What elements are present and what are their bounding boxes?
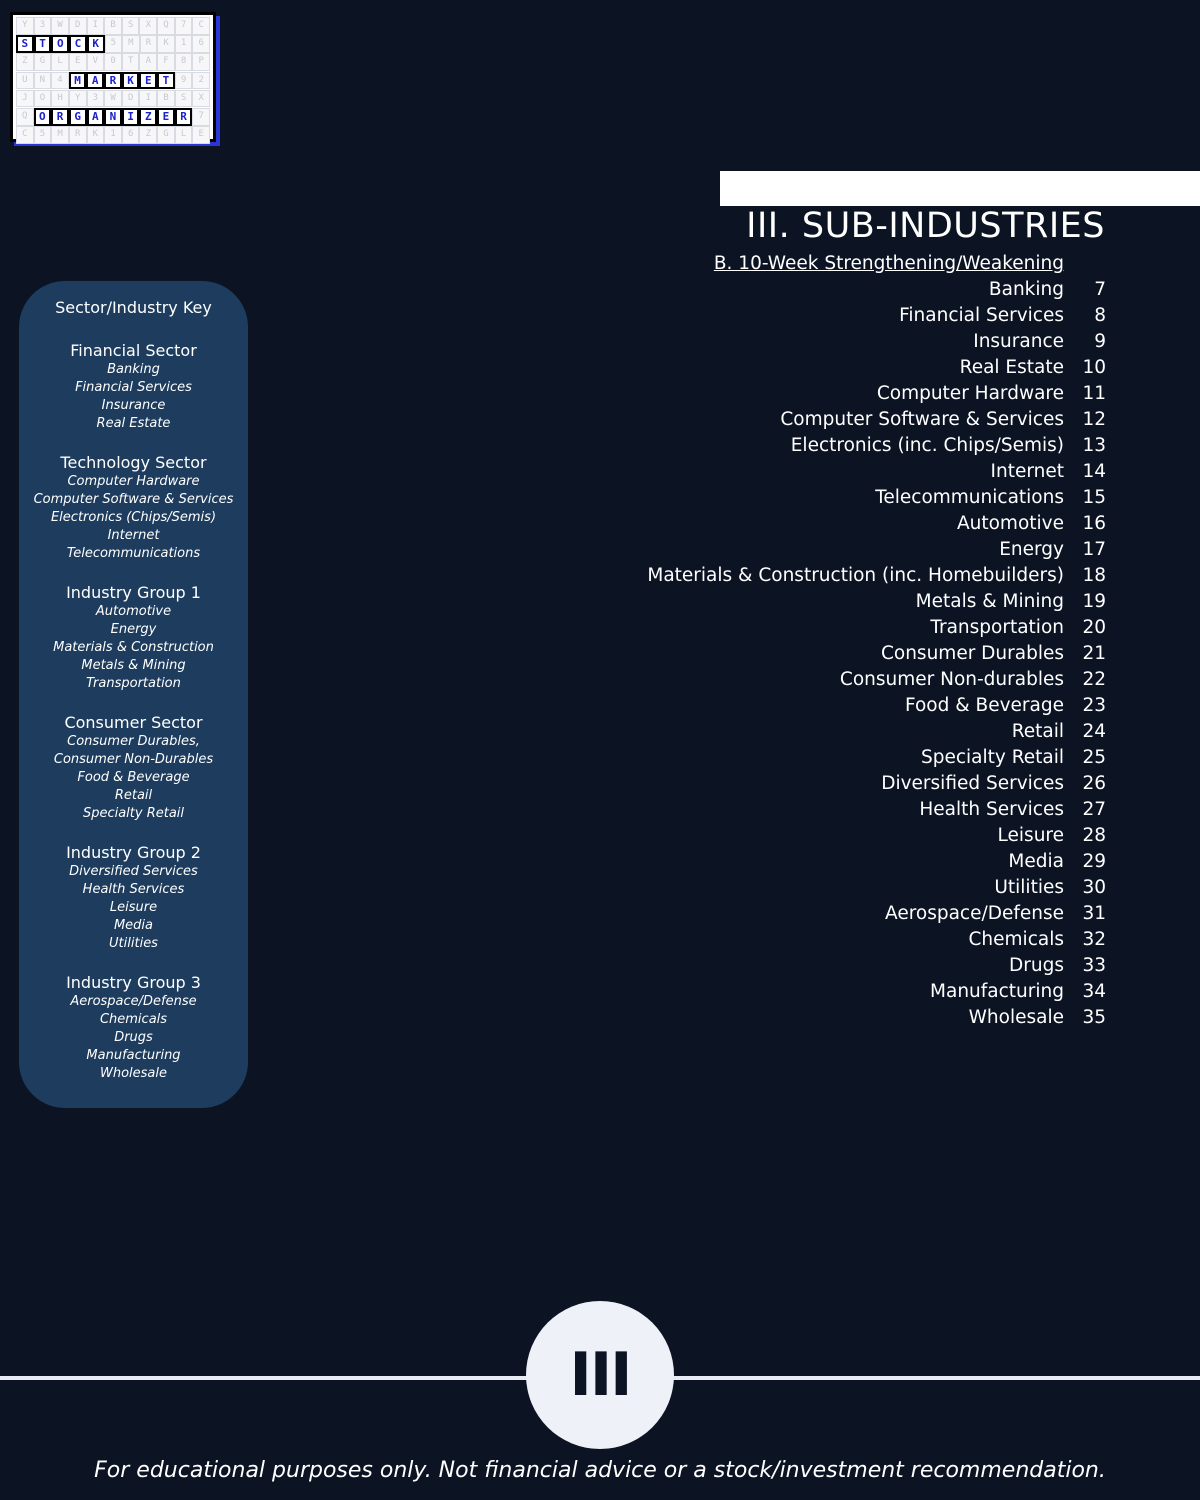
logo-letter-cell: N [104, 108, 122, 126]
toc-item-label[interactable]: Real Estate [959, 357, 1064, 378]
toc-item-label[interactable]: Transportation [930, 617, 1064, 638]
toc-item-label[interactable]: Banking [988, 279, 1064, 300]
logo-row [16, 53, 210, 71]
logo-filler-cell: Y [16, 17, 34, 35]
toc-item-page: 12 [1082, 409, 1106, 430]
key-group-item: Transportation [86, 676, 181, 691]
toc-item-page: 28 [1082, 825, 1106, 846]
toc-row[interactable] [486, 459, 1106, 485]
toc-item-label[interactable]: Drugs [1009, 955, 1064, 976]
key-title: Sector/Industry Key [55, 298, 212, 317]
key-group-item: Real Estate [96, 416, 171, 431]
key-group-title: Technology Sector [60, 453, 207, 472]
toc-item-label[interactable]: Food & Beverage [904, 695, 1064, 716]
toc-row[interactable] [486, 927, 1106, 953]
toc-row[interactable] [486, 693, 1106, 719]
key-group-title: Industry Group 2 [66, 843, 201, 862]
toc-item-label[interactable]: Aerospace/Defense [884, 903, 1064, 924]
logo-filler-cell: 7 [175, 17, 193, 35]
key-group-title: Financial Sector [70, 341, 197, 360]
key-group-item: Energy [110, 622, 157, 637]
toc-item-label[interactable]: Utilities [994, 877, 1064, 898]
logo-filler-cell: D [69, 17, 87, 35]
toc-item-page: 7 [1094, 279, 1106, 300]
toc-row[interactable] [486, 303, 1106, 329]
key-group-item: Banking [107, 362, 160, 377]
logo-filler-cell: U [16, 72, 34, 90]
logo-filler-cell: N [34, 72, 52, 90]
logo-letter-cell: S [16, 35, 34, 53]
logo-filler-cell: S [122, 17, 140, 35]
toc-item-page: 22 [1082, 669, 1106, 690]
key-group-title: Industry Group 1 [66, 583, 201, 602]
logo-filler-cell: Z [139, 126, 157, 144]
logo-filler-cell: F [157, 53, 175, 71]
toc-row[interactable] [486, 953, 1106, 979]
toc-row[interactable] [486, 589, 1106, 615]
toc-item-label[interactable]: Chemicals [968, 929, 1064, 950]
logo-filler-cell: M [122, 35, 140, 53]
key-group [19, 341, 248, 433]
toc-row[interactable] [486, 355, 1106, 381]
key-group [19, 973, 248, 1083]
key-group-item: Leisure [109, 900, 158, 915]
logo-filler-cell: X [139, 17, 157, 35]
logo-filler-cell: 0 [104, 53, 122, 71]
key-group-item: Aerospace/Defense [70, 994, 197, 1009]
logo-filler-cell: O [34, 90, 52, 108]
key-group-item: Wholesale [99, 1066, 167, 1081]
logo-filler-cell: L [51, 53, 69, 71]
toc-item-page: 21 [1082, 643, 1106, 664]
toc-item-page: 26 [1082, 773, 1106, 794]
logo-letter-cell: A [86, 72, 104, 90]
key-group-item: Retail [114, 788, 153, 803]
toc-item-label[interactable]: Wholesale [968, 1007, 1064, 1028]
toc-item-label[interactable]: Health Services [919, 799, 1064, 820]
toc-item-page: 15 [1082, 487, 1106, 508]
key-group-item: Manufacturing [86, 1048, 181, 1063]
logo-letter-cell: G [69, 108, 87, 126]
logo-filler-cell: D [122, 90, 140, 108]
toc-item-label[interactable]: Media [1008, 851, 1064, 872]
key-group-item: Specialty Retail [82, 806, 185, 821]
logo-letter-cell: R [51, 108, 69, 126]
logo-filler-cell: 3 [87, 90, 105, 108]
key-group-item: Chemicals [99, 1012, 168, 1027]
toc-row[interactable] [486, 563, 1106, 589]
key-group-item: Computer Software & Services [33, 492, 234, 507]
logo-row [16, 35, 210, 53]
toc-item-page: 8 [1094, 305, 1106, 326]
toc-item-label[interactable]: Consumer Durables [880, 643, 1064, 664]
toc-row[interactable] [486, 485, 1106, 511]
toc-row[interactable] [486, 979, 1106, 1005]
toc-item-page: 25 [1082, 747, 1106, 768]
toc-item-page: 23 [1082, 695, 1106, 716]
toc-item-label[interactable]: Internet [990, 461, 1064, 482]
key-group-item: Automotive [95, 604, 172, 619]
key-group-item: Materials & Construction [53, 640, 214, 655]
logo-filler-cell: 6 [122, 126, 140, 144]
key-group [19, 713, 248, 823]
logo-filler-cell: W [51, 17, 69, 35]
logo-letter-cell: O [51, 35, 69, 53]
toc-row[interactable] [486, 277, 1106, 303]
toc-item-page: 33 [1082, 955, 1106, 976]
page-title: III. SUB-INDUSTRIES [746, 206, 1105, 246]
logo-letter-cell: R [104, 72, 122, 90]
logo-filler-cell: 3 [34, 17, 52, 35]
toc-row[interactable] [486, 797, 1106, 823]
key-group-item: Consumer Non-Durables [53, 752, 214, 767]
toc-row[interactable] [486, 615, 1106, 641]
toc-item-page: 13 [1082, 435, 1106, 456]
toc-item-label[interactable]: Computer Hardware [876, 383, 1064, 404]
key-group-item: Food & Beverage [77, 770, 190, 785]
table-of-contents [486, 251, 1106, 1031]
logo-filler-cell: G [157, 126, 175, 144]
logo-filler-cell: 5 [105, 35, 123, 53]
logo-filler-cell: W [104, 90, 122, 108]
logo-letter-cell: O [34, 108, 52, 126]
logo-letter-cell: K [87, 35, 105, 53]
key-group-item: Internet [107, 528, 160, 543]
logo-filler-cell: 7 [192, 108, 210, 126]
toc-item-label[interactable]: Electronics (inc. Chips/Semis) [790, 435, 1064, 456]
toc-row[interactable] [486, 329, 1106, 355]
toc-subsection[interactable] [486, 251, 1106, 277]
toc-item-label[interactable]: Diversified Services [881, 773, 1064, 794]
logo-letter-cell: T [157, 72, 175, 90]
toc-row[interactable] [486, 719, 1106, 745]
logo-filler-cell: Y [69, 90, 87, 108]
toc-row[interactable] [486, 381, 1106, 407]
toc-row[interactable] [486, 641, 1106, 667]
logo-row [16, 126, 210, 144]
logo-filler-cell: T [122, 53, 140, 71]
toc-item-page: 27 [1082, 799, 1106, 820]
key-groups [19, 341, 248, 1083]
key-group-item: Metals & Mining [81, 658, 186, 673]
logo-filler-cell: I [87, 17, 105, 35]
key-group-item: Drugs [114, 1030, 153, 1045]
logo-letter-cell: T [34, 35, 52, 53]
toc-row[interactable] [486, 667, 1106, 693]
header-bar [720, 171, 1200, 206]
toc-row[interactable] [486, 875, 1106, 901]
logo-filler-cell: E [192, 126, 210, 144]
toc-item-label[interactable]: Insurance [973, 331, 1064, 352]
toc-row[interactable] [486, 823, 1106, 849]
key-group [19, 583, 248, 693]
logo-filler-cell: V [87, 53, 105, 71]
toc-item-label[interactable]: Computer Software & Services [780, 409, 1064, 430]
toc-row[interactable] [486, 433, 1106, 459]
logo-filler-cell: 8 [175, 53, 193, 71]
toc-row[interactable] [486, 537, 1106, 563]
logo-filler-cell: R [69, 126, 87, 144]
logo-letter-cell: C [69, 35, 87, 53]
logo-row [16, 72, 210, 90]
toc-item-page: 16 [1082, 513, 1106, 534]
logo-filler-cell: 9 [175, 72, 193, 90]
toc-item-label[interactable]: Retail [1011, 721, 1064, 742]
toc-item-label[interactable]: Financial Services [899, 305, 1064, 326]
toc-item-label[interactable]: Leisure [997, 825, 1064, 846]
logo-letter-cell: E [157, 108, 175, 126]
logo-filler-cell: E [69, 53, 87, 71]
key-group-item: Financial Services [75, 380, 192, 395]
logo-letter-cell: I [122, 108, 140, 126]
section-number-badge: III [526, 1301, 674, 1449]
toc-row[interactable] [486, 771, 1106, 797]
toc-item-page: 31 [1082, 903, 1106, 924]
toc-item-label[interactable]: Automotive [956, 513, 1064, 534]
stock-market-organizer-logo [10, 12, 216, 142]
logo-row [16, 108, 210, 126]
key-group-item: Computer Hardware [67, 474, 200, 489]
toc-subsection-label[interactable]: B. 10-Week Strengthening/Weakening [713, 253, 1064, 274]
logo-filler-cell: Z [16, 53, 34, 71]
logo-filler-cell: 5 [34, 126, 52, 144]
toc-item-label[interactable]: Consumer Non-durables [839, 669, 1064, 690]
logo-filler-cell: Q [157, 17, 175, 35]
toc-item-page: 24 [1082, 721, 1106, 742]
toc-row[interactable] [486, 1005, 1106, 1031]
logo-filler-cell: B [157, 90, 175, 108]
logo-letter-cell: Z [139, 108, 157, 126]
toc-item-label[interactable]: Energy [999, 539, 1064, 560]
logo-filler-cell: 2 [192, 72, 210, 90]
key-group-item: Consumer Durables, [67, 734, 200, 749]
logo-letter-cell: K [122, 72, 140, 90]
logo-filler-cell: K [87, 126, 105, 144]
toc-item-page: 11 [1082, 383, 1106, 404]
toc-items [486, 277, 1106, 1031]
toc-row[interactable] [486, 901, 1106, 927]
toc-item-page: 30 [1082, 877, 1106, 898]
toc-item-label[interactable]: Telecommunications [875, 487, 1064, 508]
logo-filler-cell: S [175, 90, 193, 108]
logo-filler-cell: 4 [51, 72, 69, 90]
key-group-item: Media [113, 918, 154, 933]
disclaimer: For educational purposes only. Not financial advice or a stock/investment recommendation. [94, 1458, 1106, 1483]
toc-item-page: 34 [1082, 981, 1106, 1002]
key-group-item: Diversified Services [69, 864, 198, 879]
logo-filler-cell: 1 [175, 35, 193, 53]
toc-item-page: 20 [1082, 617, 1106, 638]
logo-filler-cell: I [139, 90, 157, 108]
toc-item-page: 19 [1082, 591, 1106, 612]
logo-filler-cell: P [192, 53, 210, 71]
toc-item-label[interactable]: Specialty Retail [920, 747, 1064, 768]
key-group-item: Health Services [82, 882, 185, 897]
logo-row [16, 90, 210, 108]
logo-row [16, 17, 210, 35]
key-group [19, 453, 248, 563]
logo-filler-cell: C [192, 17, 210, 35]
toc-item-label[interactable]: Metals & Mining [915, 591, 1064, 612]
sector-industry-key-panel [19, 281, 248, 1108]
toc-row[interactable] [486, 407, 1106, 433]
logo-filler-cell: Q [16, 108, 34, 126]
toc-subsection-page: 0 [1094, 253, 1106, 274]
key-group [19, 843, 248, 953]
logo-filler-cell: 1 [104, 126, 122, 144]
key-group-item: Telecommunications [66, 546, 201, 561]
logo-filler-cell: C [16, 126, 34, 144]
logo-filler-cell: R [140, 35, 158, 53]
key-group-item: Utilities [109, 936, 158, 951]
logo-filler-cell: B [104, 17, 122, 35]
logo-filler-cell: M [51, 126, 69, 144]
logo-filler-cell: K [157, 35, 175, 53]
toc-item-label[interactable]: Materials & Construction (inc. Homebuilders) [647, 565, 1064, 586]
logo-filler-cell: 6 [192, 35, 210, 53]
toc-row[interactable] [486, 511, 1106, 537]
toc-item-page: 17 [1082, 539, 1106, 560]
logo-filler-cell: G [34, 53, 52, 71]
logo-letter-cell: R [175, 108, 193, 126]
key-group-item: Electronics (Chips/Semis) [50, 510, 217, 525]
toc-item-page: 29 [1082, 851, 1106, 872]
key-group-title: Consumer Sector [64, 713, 203, 732]
key-group-title: Industry Group 3 [66, 973, 201, 992]
logo-filler-cell: J [16, 90, 34, 108]
toc-row[interactable] [486, 745, 1106, 771]
toc-item-page: 10 [1082, 357, 1106, 378]
logo-letter-cell: M [69, 72, 87, 90]
toc-item-page: 35 [1082, 1007, 1106, 1028]
toc-item-page: 9 [1094, 331, 1106, 352]
toc-item-page: 18 [1082, 565, 1106, 586]
logo-filler-cell: A [139, 53, 157, 71]
logo-filler-cell: H [51, 90, 69, 108]
logo-letter-cell: A [87, 108, 105, 126]
logo-filler-cell: X [192, 90, 210, 108]
logo-filler-cell: L [175, 126, 193, 144]
key-group-item: Insurance [101, 398, 166, 413]
toc-item-page: 14 [1082, 461, 1106, 482]
toc-row[interactable] [486, 849, 1106, 875]
logo-letter-cell: E [139, 72, 157, 90]
toc-item-label[interactable]: Manufacturing [930, 981, 1064, 1002]
toc-item-page: 32 [1082, 929, 1106, 950]
